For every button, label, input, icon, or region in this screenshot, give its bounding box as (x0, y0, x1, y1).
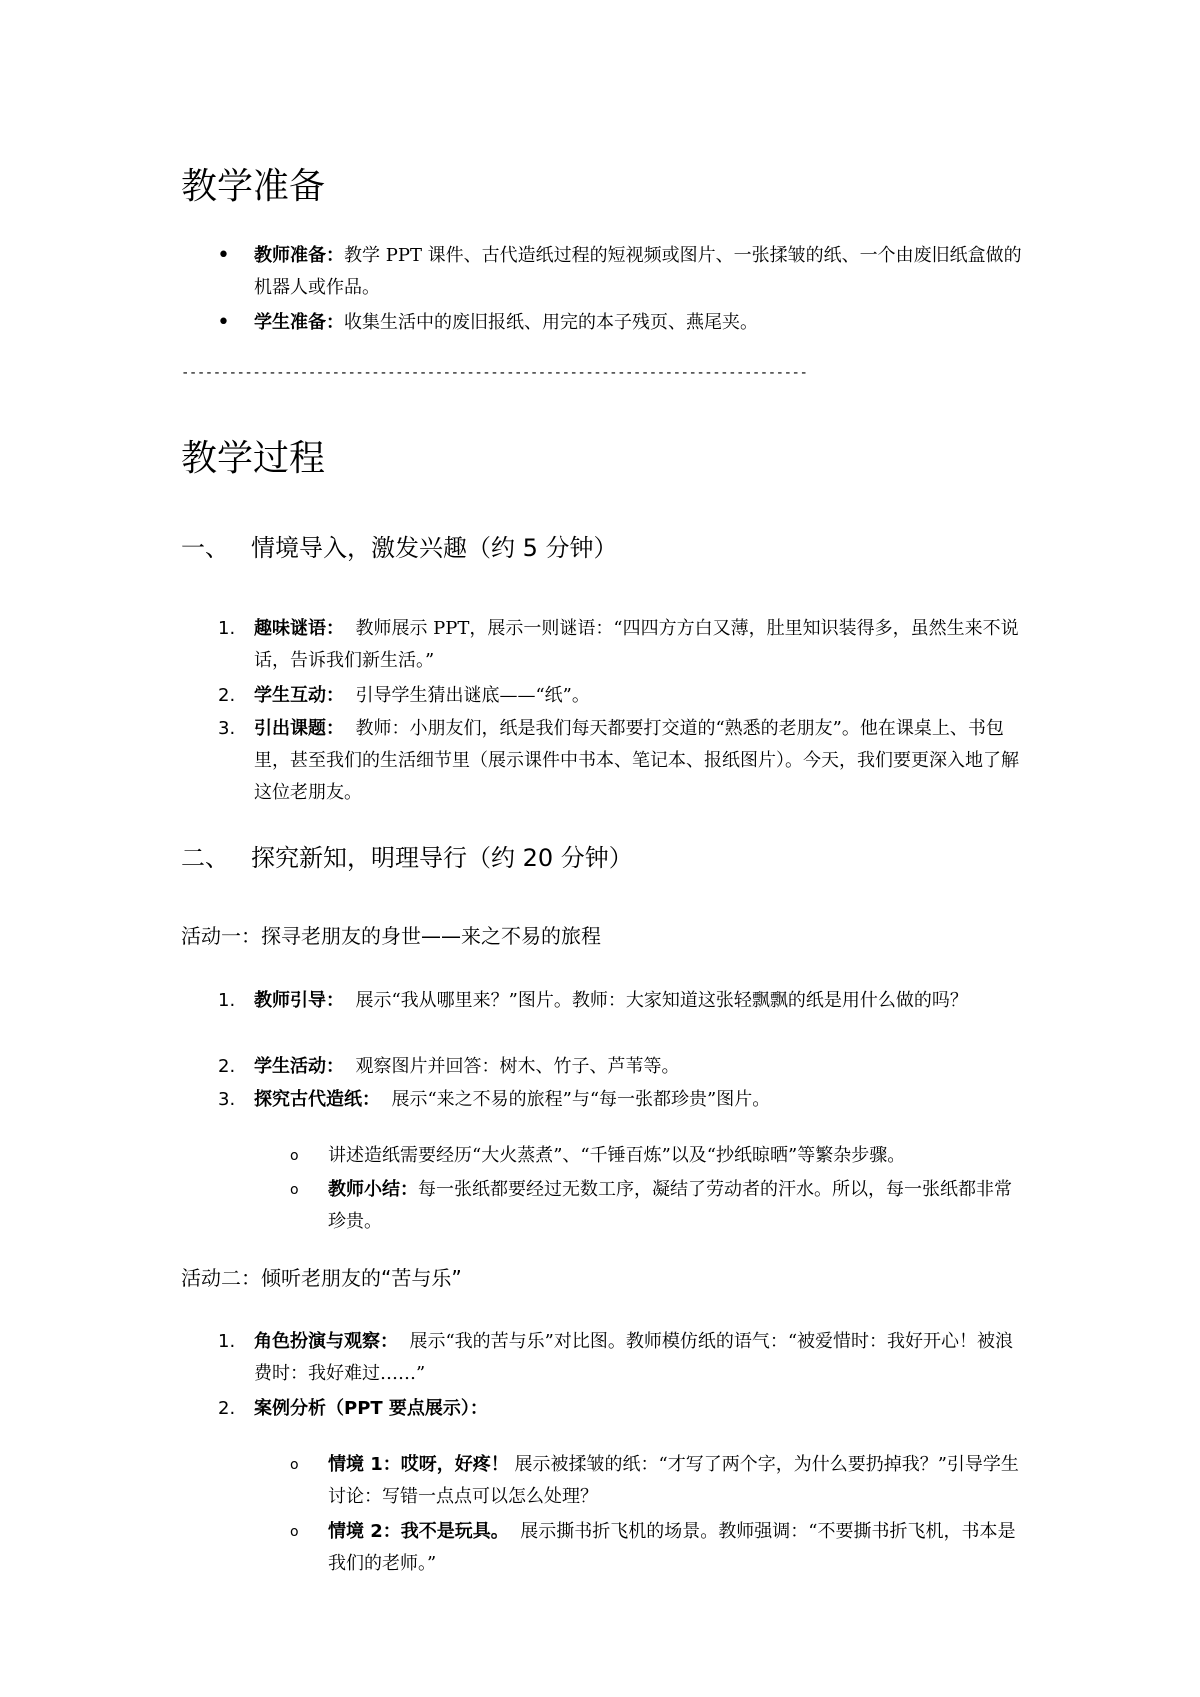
sub-list-item (328, 1174, 1028, 1238)
heading-text: 情境导入，激发兴趣（约 5 分钟） (251, 534, 618, 562)
item-label: 引出课题： (254, 718, 344, 739)
list-item (254, 985, 1024, 1017)
list-number: 3. (218, 718, 236, 739)
subsection-heading-2 (181, 838, 633, 873)
item-text: 引导学生猜出谜底——“纸”。 (355, 685, 590, 706)
item-label: 教师引导： (254, 990, 344, 1011)
item-label: 探究古代造纸： (254, 1089, 380, 1110)
list-number: 3. (218, 1089, 236, 1110)
heading-number: 一、 (181, 534, 229, 562)
list-item (254, 1051, 1024, 1083)
item-label: 情境 1：哎呀，好疼！ (328, 1454, 509, 1475)
list-item (254, 713, 1024, 809)
list-item (254, 1084, 1024, 1116)
item-text: 展示撕书折飞机的场景。教师强调：“不要撕书折飞机，书本是我们的老师。” (328, 1521, 1016, 1574)
activity-heading-1: 活动一：探寻老朋友的身世——来之不易的旅程 (181, 924, 601, 948)
item-label: 角色扮演与观察： (254, 1331, 398, 1352)
sub-list-item (328, 1140, 1028, 1172)
list-number: 1. (218, 1331, 236, 1352)
bullet-icon: • (217, 310, 230, 335)
item-label: 学生互动： (254, 685, 344, 706)
sub-list-item (328, 1449, 1028, 1513)
section-title-prep: 教学准备 (181, 166, 326, 207)
bullet-icon: • (217, 243, 230, 268)
list-item (254, 1393, 1024, 1425)
item-text: 展示被揉皱的纸：“才写了两个字，为什么要扔掉我？”引导学生讨论：写错一点点可以怎么处理？ (328, 1454, 1019, 1507)
sub-list-item (328, 1516, 1028, 1580)
list-item (254, 1326, 1024, 1390)
item-text: 教学 PPT 课件、古代造纸过程的短视频或图片、一张揉皱的纸、一个由废旧纸盒做的机器人或作品。 (254, 245, 1022, 298)
subsection-heading-1 (181, 528, 618, 563)
list-item (254, 613, 1024, 677)
item-text: 展示“来之不易的旅程”与“每一张都珍贵”图片。 (391, 1089, 771, 1110)
divider-line: ------------------------------------------------------------------------------- (181, 365, 808, 381)
item-label: 趣味谜语： (254, 618, 344, 639)
section-title-process: 教学过程 (181, 438, 326, 479)
list-item (254, 240, 1024, 304)
item-text: 观察图片并回答：树木、竹子、芦苇等。 (355, 1056, 680, 1077)
item-label: 教师准备： (254, 245, 344, 266)
item-text: 讲述造纸需要经历“大火蒸煮”、“千锤百炼”以及“抄纸晾晒”等繁杂步骤。 (328, 1145, 906, 1166)
heading-number: 二、 (181, 844, 229, 872)
circle-bullet-icon: o (290, 1148, 299, 1164)
item-text: 收集生活中的废旧报纸、用完的本子残页、燕尾夹。 (344, 312, 758, 333)
item-text: 教师展示 PPT，展示一则谜语：“四四方方白又薄，肚里知识装得多，虽然生来不说话，告诉我们新生活。” (254, 618, 1019, 671)
item-label: 情境 2：我不是玩具。 (328, 1521, 509, 1542)
circle-bullet-icon: o (290, 1457, 299, 1473)
list-number: 1. (218, 618, 236, 639)
item-label: 教师小结： (328, 1179, 418, 1200)
list-number: 2. (218, 1398, 236, 1419)
circle-bullet-icon: o (290, 1182, 299, 1198)
item-label: 案例分析（PPT 要点展示）： (254, 1398, 488, 1419)
item-label: 学生准备： (254, 312, 344, 333)
item-text: 教师：小朋友们，纸是我们每天都要打交道的“熟悉的老朋友”。他在课桌上、书包里，甚至我们的生活细节里（展示课件中书本、笔记本、报纸图片）。今天，我们要更深入地了解这位老朋友。 (254, 718, 1019, 803)
item-text: 每一张纸都要经过无数工序，凝结了劳动者的汗水。所以，每一张纸都非常珍贵。 (328, 1179, 1012, 1232)
list-item (254, 680, 1024, 712)
list-number: 1. (218, 990, 236, 1011)
list-item (254, 307, 1024, 339)
item-label: 学生活动： (254, 1056, 344, 1077)
list-number: 2. (218, 1056, 236, 1077)
activity-heading-2: 活动二：倾听老朋友的“苦与乐” (181, 1266, 462, 1290)
circle-bullet-icon: o (290, 1524, 299, 1540)
item-text: 展示“我从哪里来？”图片。教师：大家知道这张轻飘飘的纸是用什么做的吗？ (355, 990, 968, 1011)
item-text: 展示“我的苦与乐”对比图。教师模仿纸的语气：“被爱惜时：我好开心！被浪费时：我好难过……” (254, 1331, 1014, 1384)
list-number: 2. (218, 685, 236, 706)
heading-text: 探究新知，明理导行（约 20 分钟） (251, 844, 633, 872)
